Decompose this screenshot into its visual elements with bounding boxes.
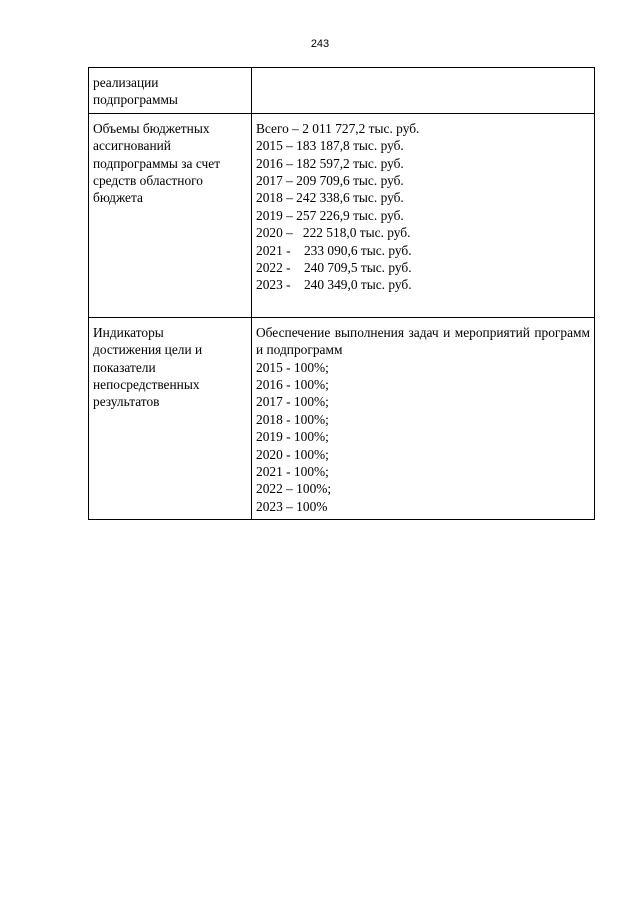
label-line: непосредственных xyxy=(93,377,200,393)
label-line: ассигнований xyxy=(93,138,171,154)
label-line: Индикаторы xyxy=(93,324,164,340)
label-line: средств областного xyxy=(93,173,203,189)
label-line: реализации xyxy=(93,75,159,90)
budget-year-line: 2017 – 209 709,6 тыс. руб. xyxy=(256,173,404,189)
budget-year-line: 2019 – 257 226,9 тыс. руб. xyxy=(256,207,404,223)
row-label-cell xyxy=(89,317,252,519)
row-value-cell xyxy=(252,68,595,114)
budget-year-line: 2021 - 233 090,6 тыс. руб. xyxy=(256,242,412,258)
label-line: Объемы бюджетных xyxy=(93,120,210,136)
indicator-year-line: 2017 - 100%; xyxy=(256,394,329,410)
label-line: результатов xyxy=(93,394,160,410)
page-number: 243 xyxy=(310,38,330,50)
budget-allocations-cell xyxy=(252,113,595,317)
budget-year-line: 2018 – 242 338,6 тыс. руб. xyxy=(256,190,404,206)
indicator-year-line: 2021 - 100%; xyxy=(256,464,329,480)
label-line: подпрограммы xyxy=(93,92,178,108)
indicator-year-line: 2019 - 100%; xyxy=(256,429,329,445)
row-label-cell xyxy=(89,113,252,317)
indicator-year-line: 2016 - 100%; xyxy=(256,377,329,393)
indicator-year-line: 2018 - 100%; xyxy=(256,411,329,427)
budget-total-line: Всего – 2 011 727,2 тыс. руб. xyxy=(256,120,420,136)
label-line: достижения цели и xyxy=(93,342,203,358)
budget-year-line: 2016 – 182 597,2 тыс. руб. xyxy=(256,155,404,171)
label-line: подпрограммы за счет xyxy=(93,155,221,171)
indicators-intro: Обеспечение выполнения задач и мероприятий программ и подпрограмм xyxy=(256,324,590,358)
budget-year-line: 2022 - 240 709,5 тыс. руб. xyxy=(256,260,412,276)
table-row xyxy=(89,113,595,317)
budget-year-line: 2020 – 222 518,0 тыс. руб. xyxy=(256,225,411,241)
table-row xyxy=(89,317,595,519)
indicator-year-line: 2023 – 100% xyxy=(256,498,328,514)
label-line: показатели xyxy=(93,359,156,375)
indicator-year-line: 2020 - 100%; xyxy=(256,446,329,462)
indicator-year-line: 2022 – 100%; xyxy=(256,481,332,497)
label-line: бюджета xyxy=(93,190,143,206)
budget-year-line: 2015 – 183 187,8 тыс. руб. xyxy=(256,138,404,154)
table-row xyxy=(89,68,595,114)
row-label-cell xyxy=(89,68,252,114)
subprogram-passport-table xyxy=(88,67,595,520)
indicator-year-line: 2015 - 100%; xyxy=(256,359,329,375)
indicators-cell xyxy=(252,317,595,519)
budget-year-line: 2023 - 240 349,0 тыс. руб. xyxy=(256,277,412,293)
